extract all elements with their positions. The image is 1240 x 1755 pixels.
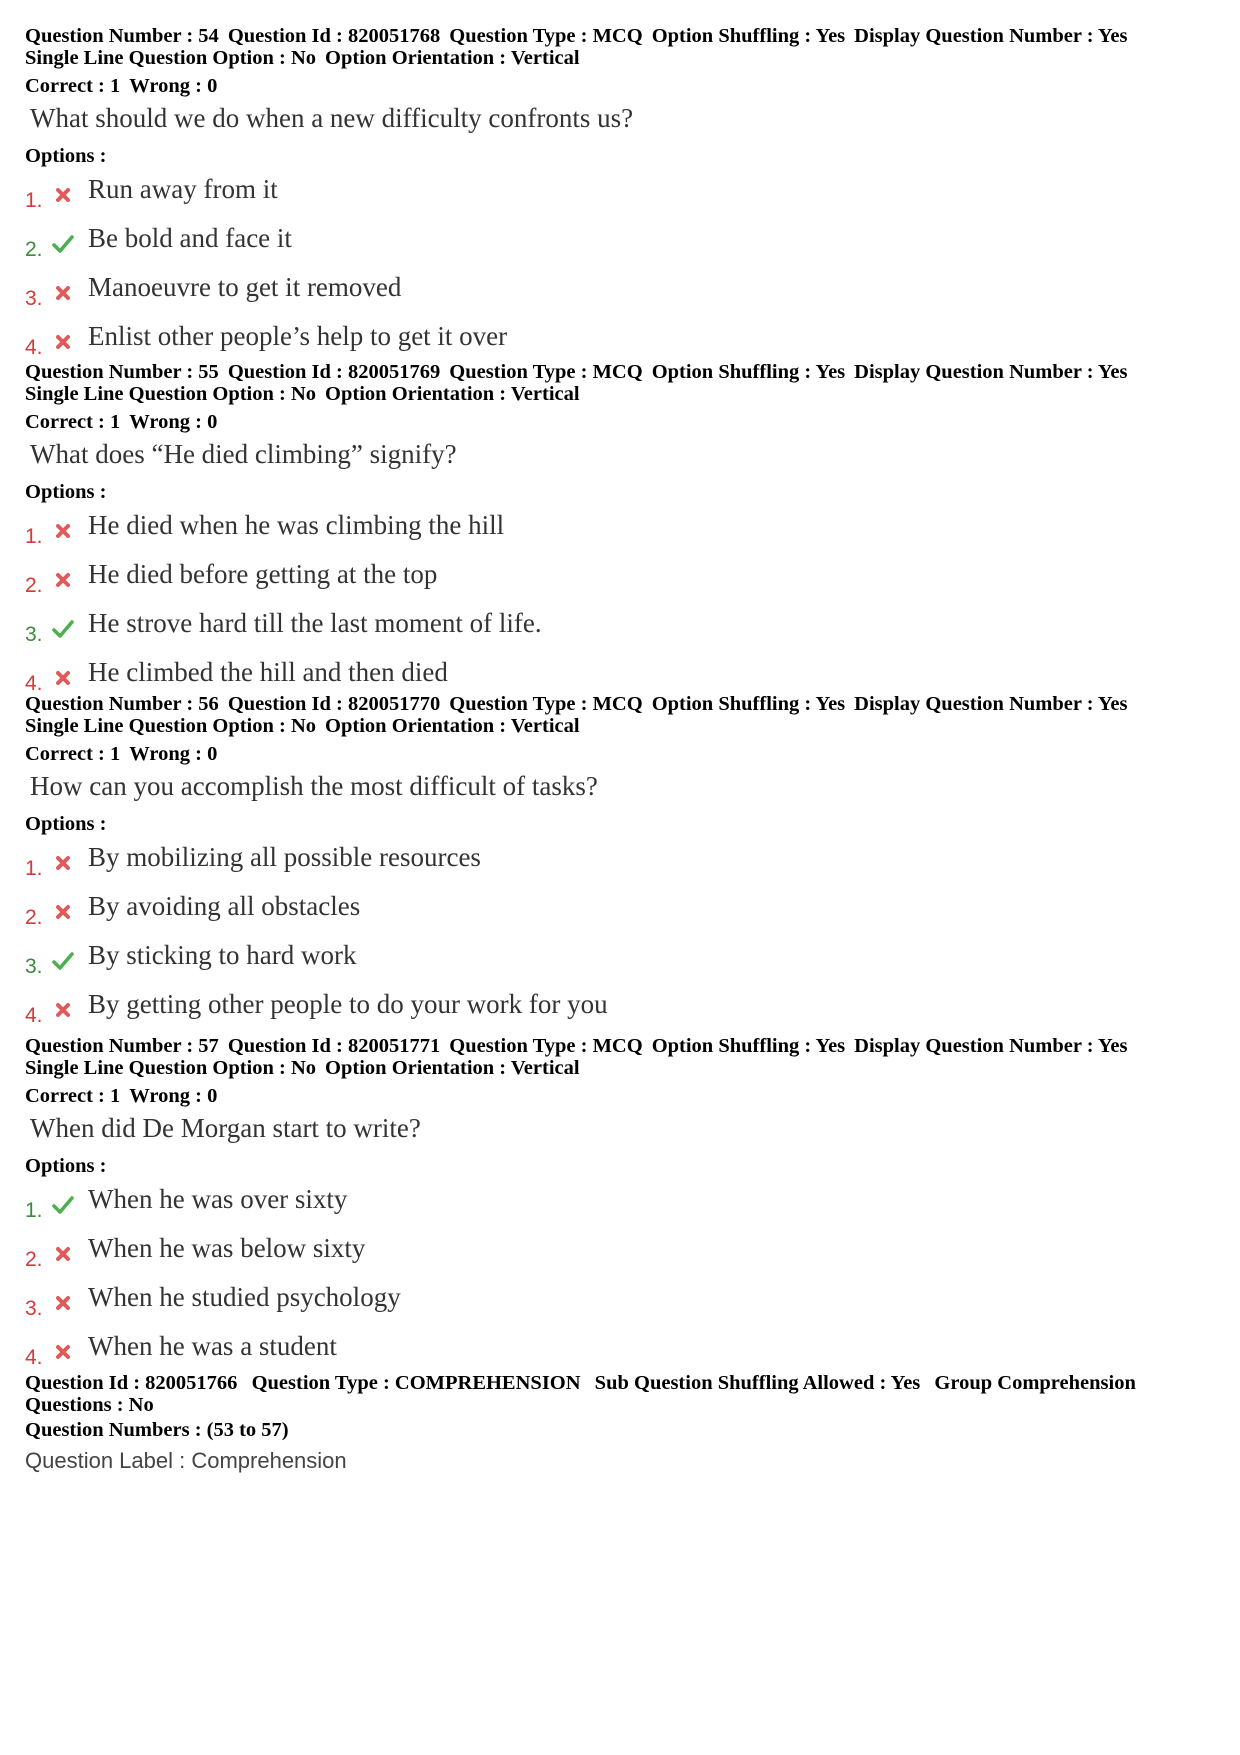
option-text: Enlist other people’s help to get it over — [88, 321, 508, 351]
cross-icon — [51, 998, 75, 1022]
option-row — [25, 1281, 1215, 1330]
meta-item: Option Shuffling : Yes — [651, 361, 846, 383]
question-block — [25, 1036, 1215, 1379]
meta-item: Questions : No — [25, 1393, 154, 1416]
check-icon — [51, 949, 75, 973]
marking-scheme — [25, 412, 1215, 434]
question-meta-line2 — [25, 716, 1215, 738]
question-meta-line1 — [25, 694, 1215, 716]
meta-item: Question Type : MCQ — [449, 1035, 643, 1057]
option-text: When he studied psychology — [88, 1282, 401, 1312]
option-row — [25, 841, 1215, 890]
options-list — [25, 509, 1215, 705]
option-text: Be bold and face it — [88, 223, 292, 253]
option-text: By getting other people to do your work for you — [88, 989, 608, 1019]
comprehension-footer — [25, 1373, 1215, 1474]
option-number: 4. — [25, 672, 43, 695]
cross-icon — [51, 519, 75, 543]
question-text: What should we do when a new difficulty confronts us? — [30, 102, 634, 133]
option-text: He strove hard till the last moment of life. — [88, 608, 542, 638]
cross-icon — [51, 851, 75, 875]
cross-icon — [51, 281, 75, 305]
meta-item: Sub Question Shuffling Allowed : Yes — [594, 1372, 921, 1394]
mark-item: Wrong : 0 — [129, 743, 218, 765]
option-row — [25, 1232, 1215, 1281]
options-list — [25, 841, 1215, 1037]
options-list — [25, 1183, 1215, 1379]
question-meta-line1 — [25, 362, 1215, 384]
option-number: 1. — [25, 189, 43, 212]
option-number: 4. — [25, 1004, 43, 1027]
meta-item: Question Id : 820051770 — [227, 693, 441, 715]
meta-item: Option Orientation : Vertical — [325, 714, 580, 737]
option-row — [25, 509, 1215, 558]
question-block — [25, 26, 1215, 369]
question-label: Question Label : Comprehension — [25, 1447, 347, 1473]
check-icon — [51, 1193, 75, 1217]
question-numbers: Question Numbers : (53 to 57) — [25, 1419, 289, 1441]
option-number: 3. — [25, 1297, 43, 1320]
cross-icon — [51, 1340, 75, 1364]
meta-item: Option Orientation : Vertical — [325, 382, 580, 405]
meta-item: Single Line Question Option : No — [25, 714, 317, 737]
meta-item: Question Type : MCQ — [449, 361, 643, 383]
question-meta-line2 — [25, 1058, 1215, 1080]
meta-item: Display Question Number : Yes — [854, 361, 1128, 383]
option-row — [25, 607, 1215, 656]
meta-item: Display Question Number : Yes — [854, 693, 1128, 715]
meta-item: Question Id : 820051766 — [25, 1372, 238, 1394]
options-label: Options : — [25, 812, 107, 835]
option-number: 2. — [25, 906, 43, 929]
meta-item: Question Id : 820051769 — [227, 361, 441, 383]
meta-item: Option Shuffling : Yes — [651, 693, 846, 715]
option-text: He died before getting at the top — [88, 559, 438, 589]
option-text: He climbed the hill and then died — [88, 657, 448, 687]
option-number: 2. — [25, 574, 43, 597]
cross-icon — [51, 1291, 75, 1315]
mark-item: Correct : 1 — [25, 1085, 121, 1107]
meta-item: Single Line Question Option : No — [25, 1056, 317, 1079]
marking-scheme — [25, 1086, 1215, 1108]
meta-item: Question Number : 57 — [25, 1035, 219, 1057]
option-number: 1. — [25, 857, 43, 880]
option-row — [25, 939, 1215, 988]
meta-item: Single Line Question Option : No — [25, 382, 317, 405]
option-row — [25, 222, 1215, 271]
check-icon — [51, 232, 75, 256]
meta-item: Question Id : 820051768 — [227, 25, 441, 47]
question-block — [25, 362, 1215, 705]
option-text: Manoeuvre to get it removed — [88, 272, 402, 302]
meta-item: Option Orientation : Vertical — [325, 46, 580, 69]
meta-item: Question Number : 56 — [25, 693, 219, 715]
mark-item: Correct : 1 — [25, 743, 121, 765]
option-number: 2. — [25, 1248, 43, 1271]
option-number: 3. — [25, 955, 43, 978]
meta-item: Option Shuffling : Yes — [651, 1035, 846, 1057]
cross-icon — [51, 666, 75, 690]
option-number: 3. — [25, 287, 43, 310]
meta-item: Question Number : 55 — [25, 361, 219, 383]
mark-item: Correct : 1 — [25, 411, 121, 433]
options-list — [25, 173, 1215, 369]
meta-item: Display Question Number : Yes — [854, 1035, 1128, 1057]
cross-icon — [51, 900, 75, 924]
question-meta-line2 — [25, 384, 1215, 406]
options-label: Options : — [25, 1154, 107, 1177]
option-text: By avoiding all obstacles — [88, 891, 361, 921]
mark-item: Wrong : 0 — [129, 75, 218, 97]
question-meta-line1 — [25, 1036, 1215, 1058]
option-row — [25, 173, 1215, 222]
comprehension-meta-line2 — [25, 1395, 1215, 1417]
option-number: 4. — [25, 336, 43, 359]
question-text: When did De Morgan start to write? — [30, 1112, 421, 1143]
question-meta-line2 — [25, 48, 1215, 70]
option-text: When he was below sixty — [88, 1233, 366, 1263]
meta-item: Group Comprehension — [934, 1372, 1136, 1394]
option-text: Run away from it — [88, 174, 278, 204]
meta-item: Option Shuffling : Yes — [651, 25, 846, 47]
meta-item: Question Type : MCQ — [449, 693, 643, 715]
option-number: 4. — [25, 1346, 43, 1369]
mark-item: Wrong : 0 — [129, 411, 218, 433]
cross-icon — [51, 330, 75, 354]
option-text: When he was a student — [88, 1331, 337, 1361]
option-row — [25, 1183, 1215, 1232]
option-text: By sticking to hard work — [88, 940, 357, 970]
meta-item: Option Orientation : Vertical — [325, 1056, 580, 1079]
meta-item: Question Type : MCQ — [449, 25, 643, 47]
mark-item: Correct : 1 — [25, 75, 121, 97]
meta-item: Question Id : 820051771 — [227, 1035, 441, 1057]
meta-item: Question Number : 54 — [25, 25, 219, 47]
mark-item: Wrong : 0 — [129, 1085, 218, 1107]
option-row — [25, 890, 1215, 939]
option-number: 1. — [25, 1199, 43, 1222]
cross-icon — [51, 183, 75, 207]
option-row — [25, 271, 1215, 320]
question-meta-line1 — [25, 26, 1215, 48]
option-number: 3. — [25, 623, 43, 646]
meta-item: Question Type : COMPREHENSION — [251, 1372, 581, 1394]
question-text: How can you accomplish the most difficult of tasks? — [30, 770, 598, 801]
options-label: Options : — [25, 144, 107, 167]
option-text: When he was over sixty — [88, 1184, 348, 1214]
question-block — [25, 694, 1215, 1037]
cross-icon — [51, 568, 75, 592]
option-number: 1. — [25, 525, 43, 548]
option-number: 2. — [25, 238, 43, 261]
option-text: By mobilizing all possible resources — [88, 842, 481, 872]
option-row — [25, 988, 1215, 1037]
check-icon — [51, 617, 75, 641]
meta-item: Single Line Question Option : No — [25, 46, 317, 69]
option-text: He died when he was climbing the hill — [88, 510, 505, 540]
options-label: Options : — [25, 480, 107, 503]
cross-icon — [51, 1242, 75, 1266]
option-row — [25, 558, 1215, 607]
marking-scheme — [25, 744, 1215, 766]
marking-scheme — [25, 76, 1215, 98]
question-text: What does “He died climbing” signify? — [30, 438, 457, 469]
meta-item: Display Question Number : Yes — [854, 25, 1128, 47]
comprehension-meta-line1 — [25, 1373, 1215, 1395]
